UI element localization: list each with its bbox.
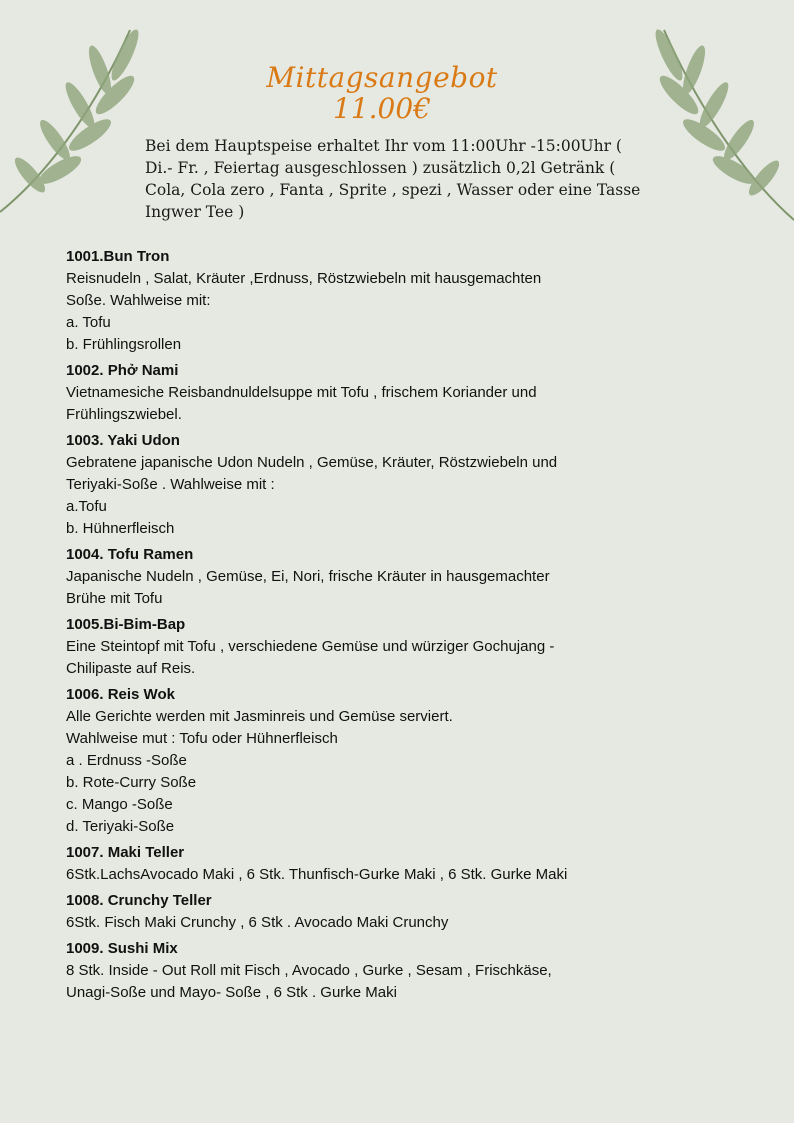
menu-item-description-line: Eine Steintopf mit Tofu , verschiedene Gemüse und würziger Gochujang -: [66, 638, 555, 655]
menu-item-title: 1002. Phở Nami: [66, 362, 179, 379]
menu-item-description-line: 6Stk.LachsAvocado Maki , 6 Stk. Thunfisch-Gurke Maki , 6 Stk. Gurke Maki: [66, 866, 568, 883]
page-title: Mittagsangebot: [266, 61, 498, 94]
menu-item: [66, 430, 626, 540]
menu-item-title: 1001.Bun Tron: [66, 248, 170, 265]
menu-item-description-line: a . Erdnuss -Soße: [66, 752, 187, 769]
menu-item-title: 1008. Crunchy Teller: [66, 892, 212, 909]
menu-item-description-line: Teriyaki-Soße . Wahlweise mit :: [66, 476, 275, 493]
menu-item: [66, 614, 626, 680]
menu-item-description-line: a.Tofu: [66, 498, 107, 515]
menu-item-title: 1009. Sushi Mix: [66, 940, 178, 957]
menu-list: [66, 246, 626, 1008]
menu-item-description-line: b. Rote-Curry Soße: [66, 774, 197, 791]
menu-item-description-line: Alle Gerichte werden mit Jasminreis und Gemüse serviert.: [66, 708, 453, 725]
menu-item-description-line: a. Tofu: [66, 314, 111, 331]
menu-header: [0, 62, 794, 124]
menu-item-description-line: b. Hühnerfleisch: [66, 520, 175, 537]
lunch-price: 11.00€: [333, 92, 431, 125]
menu-item-title: 1006. Reis Wok: [66, 686, 175, 703]
menu-item-title: 1007. Maki Teller: [66, 844, 185, 861]
menu-item-description-line: Vietnamesiche Reisbandnuldelsuppe mit Tofu , frischem Koriander und: [66, 384, 537, 401]
menu-item-description-line: Chilipaste auf Reis.: [66, 660, 196, 677]
menu-item: [66, 890, 626, 934]
menu-item-description-line: 6Stk. Fisch Maki Crunchy , 6 Stk . Avocado Maki Crunchy: [66, 914, 449, 931]
intro-text: Bei dem Hauptspeise erhaltet Ihr vom 11:00Uhr -15:00Uhr ( Di.- Fr. , Feiertag ausgeschlossen ) zusätzlich 0,2l Getränk ( Cola, Cola zero , Fanta , Sprite , spezi , Wasser oder eine Tasse Ingwer Tee ): [145, 137, 641, 221]
menu-item-description-line: Unagi-Soße und Mayo- Soße , 6 Stk . Gurke Maki: [66, 984, 397, 1001]
menu-item-title: 1004. Tofu Ramen: [66, 546, 194, 563]
menu-item-title: 1005.Bi-Bim-Bap: [66, 616, 186, 633]
menu-item-description-line: Brühe mit Tofu: [66, 590, 163, 607]
menu-item-title: 1003. Yaki Udon: [66, 432, 180, 449]
menu-item-description-line: c. Mango -Soße: [66, 796, 173, 813]
menu-item-description-line: Reisnudeln , Salat, Kräuter ,Erdnuss, Röstzwiebeln mit hausgemachten: [66, 270, 542, 287]
menu-item: [66, 938, 626, 1004]
menu-item-description-line: 8 Stk. Inside - Out Roll mit Fisch , Avocado , Gurke , Sesam , Frischkäse,: [66, 962, 552, 979]
menu-item-description-line: Frühlingszwiebel.: [66, 406, 182, 423]
menu-item: [66, 544, 626, 610]
menu-item: [66, 246, 626, 356]
menu-item: [66, 842, 626, 886]
menu-item: [66, 684, 626, 838]
menu-item-description-line: Japanische Nudeln , Gemüse, Ei, Nori, frische Kräuter in hausgemachter: [66, 568, 550, 585]
menu-item-description-line: b. Frühlingsrollen: [66, 336, 182, 353]
menu-item-description-line: Gebratene japanische Udon Nudeln , Gemüse, Kräuter, Röstzwiebeln und: [66, 454, 558, 471]
menu-item: [66, 360, 626, 426]
menu-item-description-line: Soße. Wahlweise mit:: [66, 292, 211, 309]
menu-item-description-line: Wahlweise mut : Tofu oder Hühnerfleisch: [66, 730, 338, 747]
menu-item-description-line: d. Teriyaki-Soße: [66, 818, 175, 835]
